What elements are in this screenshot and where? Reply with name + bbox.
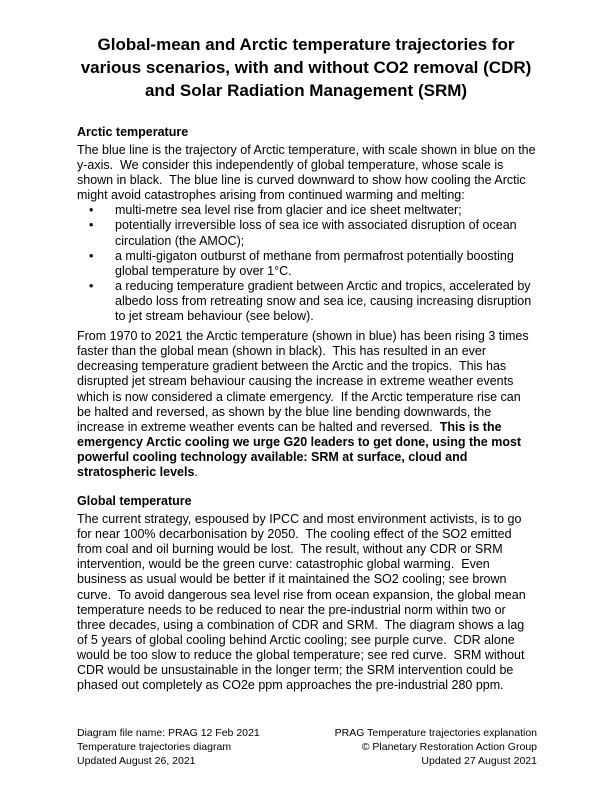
footer-right-updated-date: Updated 27 August 2021 [421, 755, 537, 767]
footer-copyright: © Planetary Restoration Action Group [361, 741, 537, 753]
arctic-bullet-list [77, 203, 537, 324]
list-item-text: a reducing temperature gradient between Arctic and tropics, accelerated by albedo loss from retreating snow and sea ice, causing increasing disruption to jet stream behaviour (see below). [115, 278, 535, 324]
bullet-icon: • [89, 248, 94, 263]
bullet-icon: • [89, 203, 94, 218]
page-title: Global-mean and Arctic temperature trajectories for various scenarios, with and without CO2 removal (CDR) and Solar Radiation Management (SRM) [80, 35, 532, 100]
footer-left-column [77, 726, 260, 768]
list-item [77, 218, 537, 248]
section-heading-global-temperature: Global temperature [77, 494, 192, 509]
arctic-summary-bold-text: This is the emergency Arctic cooling we urge G20 leaders to get done, using the most powerful cooling technology available: SRM at surface, cloud and stratospheric levels [77, 419, 525, 479]
global-temperature-paragraph: The current strategy, espoused by IPCC and most environment activists, is to go for near 100% decarbonisation by 2050. The cooling effect of the SO2 emitted from coal and oil burning would be lost. The result, without any CDR or SRM intervention, would be the green curve: catastrophic global warming. Even business as usual would be better if it maintained the SO2 cooling; see brown curve. To avoid dangerous sea level rise from ocean expansion, the global mean temperature needs to be reduced to near the pre-industrial norm within two or three decades, using a combination of CDR and SRM. The diagram shows a lag of 5 years of global cooling behind Arctic cooling; see purple curve. CDR alone would be too slow to reduce the global temperature; see red curve. SRM without CDR would be unsustainable in the longer term; the SRM intervention could be phased out completely as CO2e ppm approaches the pre-industrial 280 ppm. [77, 512, 530, 693]
footer-right-column [335, 726, 537, 768]
footer-diagram-title: Temperature trajectories diagram [77, 741, 232, 753]
page-footer [77, 726, 537, 768]
section-heading-arctic-temperature: Arctic temperature [77, 125, 189, 139]
bullet-icon: • [89, 218, 94, 233]
footer-diagram-file-name: Diagram file name: PRAG 12 Feb 2021 [77, 727, 260, 739]
document-body [77, 125, 540, 693]
arctic-summary-paragraph [77, 329, 537, 480]
list-item [77, 203, 537, 218]
list-item-text: multi-metre sea level rise from glacier and ice sheet meltwater; [115, 203, 462, 218]
arctic-summary-regular-text: From 1970 to 2021 the Arctic temperature (shown in blue) has been rising 3 times faster than the global mean (shown in black). This has resulted in an ever decreasing temperature gradient between the Arctic and the tropics. This has disrupted jet stream behaviour causing the increase in extreme weather events which is now considered a climate emergency. If the Arctic temperature rise can be halted and reversed, as shown by the blue line bending downwards, the increase in extreme weather events can be halted and reversed. [77, 329, 533, 434]
footer-document-title: PRAG Temperature trajectories explanation [334, 727, 537, 739]
list-item-text: potentially irreversible loss of sea ice with associated disruption of ocean circulation (the AMOC); [115, 218, 521, 248]
footer-left-updated-date: Updated August 26, 2021 [77, 755, 196, 767]
list-item [77, 279, 537, 324]
arctic-summary-end-text: . [194, 464, 198, 479]
list-item [77, 249, 537, 279]
bullet-icon: • [89, 278, 94, 293]
arctic-intro-paragraph: The blue line is the trajectory of Arctic temperature, with scale shown in blue on the y-axis. We consider this independently of global temperature, whose scale is shown in black. The blue line is curved downward to show how cooling the Arctic might avoid catastrophes arising from continued warming and melting: [77, 143, 540, 203]
list-item-text: a multi-gigaton outburst of methane from permafrost potentially boosting global temperature by over 1°C. [115, 248, 518, 278]
